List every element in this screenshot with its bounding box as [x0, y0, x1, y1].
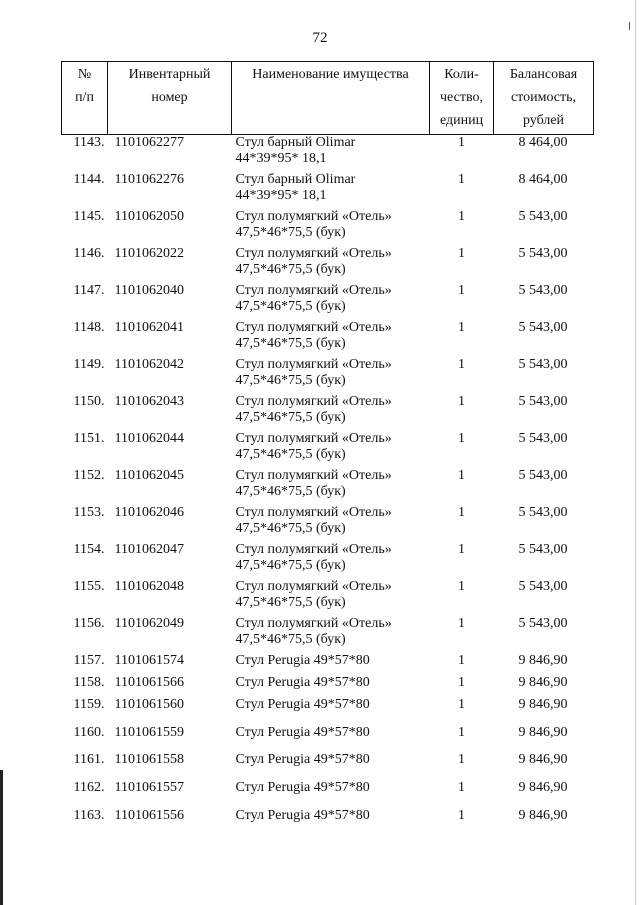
table-row — [62, 752, 594, 780]
item-name-line: 47,5*46*75,5 (бук) — [235, 262, 346, 277]
row-number: 1143. — [73, 135, 105, 150]
quantity: 1 — [458, 172, 465, 187]
item-name — [232, 172, 430, 209]
book-value: 9 846,90 — [518, 724, 568, 740]
item-name-line: Стул полумягкий «Отель» — [235, 579, 392, 594]
item-name-line: Стул Perugia 49*57*80 — [235, 675, 370, 690]
row-number: 1155. — [73, 579, 105, 594]
row-number: 1144. — [73, 172, 105, 187]
item-name-line: 44*39*95* 18,1 — [235, 151, 327, 166]
inventory-number: 1101062049 — [114, 616, 184, 631]
quantity: 1 — [458, 653, 465, 668]
inventory-number: 1101061557 — [114, 780, 184, 796]
table-row — [62, 431, 594, 468]
item-name-line: Стул барный Olimar — [235, 172, 356, 187]
item-name-line: Стул полумягкий «Отель» — [235, 246, 392, 261]
item-name-line: Стул Perugia 49*57*80 — [235, 653, 370, 668]
inventory-number: 1101061558 — [114, 752, 184, 768]
item-name-line: 47,5*46*75,5 (бук) — [235, 558, 346, 573]
item-name-line: 44*39*95* 18,1 — [235, 188, 327, 203]
item-name-line: 47,5*46*75,5 (бук) — [235, 410, 346, 425]
table-row — [62, 505, 594, 542]
col-header-item-name: Наименование имущества — [232, 62, 430, 135]
inventory-number: 1101062040 — [114, 283, 184, 298]
quantity: 1 — [458, 320, 465, 335]
table-row — [62, 394, 594, 431]
item-name — [232, 697, 430, 725]
col-header-inventory-number: Инвентарный номер — [108, 62, 232, 135]
item-name-line: Стул полумягкий «Отель» — [235, 431, 392, 446]
inventory-number: 1101062022 — [114, 246, 184, 261]
item-name-line: Стул полумягкий «Отель» — [235, 209, 392, 224]
row-number: 1159. — [73, 697, 105, 712]
item-name-line: 47,5*46*75,5 (бук) — [235, 595, 346, 610]
row-number: 1153. — [73, 505, 105, 520]
inventory-number: 1101062050 — [114, 209, 184, 224]
table-header — [62, 62, 594, 135]
table-row — [62, 675, 594, 697]
item-name-line: Стул Perugia 49*57*80 — [235, 697, 370, 712]
table-row — [62, 697, 594, 725]
row-number: 1161. — [73, 752, 105, 768]
item-name — [232, 246, 430, 283]
quantity: 1 — [458, 752, 465, 768]
book-value: 8 464,00 — [518, 135, 568, 150]
inventory-number: 1101062042 — [114, 357, 184, 372]
item-name-line: Стул полумягкий «Отель» — [235, 283, 392, 298]
book-value: 9 846,90 — [518, 653, 568, 668]
row-number: 1154. — [73, 542, 105, 557]
item-name-line: Стул полумягкий «Отель» — [235, 505, 392, 520]
quantity: 1 — [458, 468, 465, 483]
row-number: 1160. — [73, 724, 105, 740]
quantity: 1 — [458, 675, 465, 690]
page-number: 72 — [312, 30, 328, 46]
item-name — [232, 675, 430, 697]
item-name-line: Стул Perugia 49*57*80 — [235, 752, 370, 768]
row-number: 1148. — [73, 320, 105, 335]
inventory-number: 1101061560 — [114, 697, 184, 712]
row-number: 1145. — [73, 209, 105, 224]
book-value: 8 464,00 — [518, 172, 568, 187]
table-row — [62, 616, 594, 653]
quantity: 1 — [458, 431, 465, 446]
item-name-line: Стул полумягкий «Отель» — [235, 320, 392, 335]
item-name-line: Стул полумягкий «Отель» — [235, 357, 392, 372]
item-name-line: Стул полумягкий «Отель» — [235, 542, 392, 557]
item-name-line: Стул барный Olimar — [235, 135, 356, 150]
inventory-number: 1101062277 — [114, 135, 184, 150]
item-name-line: Стул полумягкий «Отель» — [235, 394, 392, 409]
item-name — [232, 616, 430, 653]
row-number: 1149. — [73, 357, 105, 372]
row-number: 1151. — [73, 431, 105, 446]
quantity: 1 — [458, 780, 465, 796]
table-row — [62, 320, 594, 357]
inventory-number: 1101062041 — [114, 320, 184, 335]
item-name — [232, 283, 430, 320]
table-row — [62, 357, 594, 394]
table-row — [62, 209, 594, 246]
quantity: 1 — [458, 135, 465, 150]
book-value: 5 543,00 — [518, 246, 568, 261]
table-row — [62, 542, 594, 579]
inventory-table — [61, 61, 594, 835]
table-row — [62, 653, 594, 675]
book-value: 5 543,00 — [518, 394, 568, 409]
item-name — [232, 653, 430, 675]
item-name — [232, 357, 430, 394]
inventory-number: 1101062048 — [114, 579, 184, 594]
scan-edge-left — [0, 770, 3, 905]
inventory-number: 1101061574 — [114, 653, 184, 668]
item-name — [232, 542, 430, 579]
item-name-line: Стул Perugia 49*57*80 — [235, 780, 370, 796]
col-header-quantity: Коли- чество, единиц — [430, 62, 494, 135]
item-name-line: Стул Perugia 49*57*80 — [235, 807, 370, 823]
row-number: 1146. — [73, 246, 105, 261]
row-number: 1157. — [73, 653, 105, 668]
quantity: 1 — [458, 505, 465, 520]
scan-mark — [629, 22, 630, 30]
book-value: 5 543,00 — [518, 320, 568, 335]
col-header-book-value: Балансовая стоимость, рублей — [494, 62, 594, 135]
item-name-line: 47,5*46*75,5 (бук) — [235, 484, 346, 499]
book-value: 5 543,00 — [518, 283, 568, 298]
item-name-line: 47,5*46*75,5 (бук) — [235, 225, 346, 240]
col-header-number: № п/п — [62, 62, 108, 135]
table-row — [62, 135, 594, 173]
inventory-number: 1101062047 — [114, 542, 184, 557]
table-row — [62, 808, 594, 836]
quantity: 1 — [458, 246, 465, 261]
row-number: 1158. — [73, 675, 105, 690]
item-name — [232, 320, 430, 357]
book-value: 5 543,00 — [518, 431, 568, 446]
table-row — [62, 780, 594, 808]
item-name — [232, 468, 430, 505]
item-name-line: 47,5*46*75,5 (бук) — [235, 299, 346, 314]
item-name-line: Стул полумягкий «Отель» — [235, 468, 392, 483]
item-name — [232, 135, 430, 173]
table-row — [62, 283, 594, 320]
quantity: 1 — [458, 616, 465, 631]
book-value: 9 846,90 — [518, 807, 568, 823]
book-value: 5 543,00 — [518, 209, 568, 224]
row-number: 1147. — [73, 283, 105, 298]
item-name — [232, 752, 430, 780]
quantity: 1 — [458, 542, 465, 557]
table-body — [62, 135, 594, 836]
inventory-number: 1101062276 — [114, 172, 184, 187]
quantity: 1 — [458, 724, 465, 740]
item-name — [232, 725, 430, 753]
item-name — [232, 808, 430, 836]
inventory-number: 1101062043 — [114, 394, 184, 409]
item-name — [232, 579, 430, 616]
book-value: 5 543,00 — [518, 579, 568, 594]
row-number: 1152. — [73, 468, 105, 483]
row-number: 1150. — [73, 394, 105, 409]
quantity: 1 — [458, 394, 465, 409]
inventory-number: 1101062045 — [114, 468, 184, 483]
book-value: 5 543,00 — [518, 616, 568, 631]
item-name-line: 47,5*46*75,5 (бук) — [235, 521, 346, 536]
item-name — [232, 394, 430, 431]
table-row — [62, 725, 594, 753]
item-name-line: 47,5*46*75,5 (бук) — [235, 336, 346, 351]
quantity: 1 — [458, 579, 465, 594]
inventory-number: 1101062044 — [114, 431, 184, 446]
book-value: 5 543,00 — [518, 357, 568, 372]
book-value: 5 543,00 — [518, 468, 568, 483]
quantity: 1 — [458, 697, 465, 712]
item-name — [232, 431, 430, 468]
inventory-number: 1101061556 — [114, 807, 184, 823]
book-value: 9 846,90 — [518, 675, 568, 690]
item-name-line: 47,5*46*75,5 (бук) — [235, 632, 346, 647]
item-name-line: 47,5*46*75,5 (бук) — [235, 373, 346, 388]
book-value: 5 543,00 — [518, 505, 568, 520]
item-name — [232, 780, 430, 808]
table-row — [62, 579, 594, 616]
book-value: 9 846,90 — [518, 697, 568, 712]
row-number: 1163. — [73, 807, 105, 823]
table-row — [62, 246, 594, 283]
table-row — [62, 172, 594, 209]
book-value: 9 846,90 — [518, 752, 568, 768]
item-name-line: 47,5*46*75,5 (бук) — [235, 447, 346, 462]
inventory-number: 1101061559 — [114, 724, 184, 740]
quantity: 1 — [458, 807, 465, 823]
item-name — [232, 209, 430, 246]
scan-edge-right — [635, 0, 636, 905]
item-name — [232, 505, 430, 542]
item-name-line: Стул Perugia 49*57*80 — [235, 724, 370, 740]
quantity: 1 — [458, 209, 465, 224]
inventory-number: 1101061566 — [114, 675, 184, 690]
quantity: 1 — [458, 357, 465, 372]
book-value: 9 846,90 — [518, 780, 568, 796]
item-name-line: Стул полумягкий «Отель» — [235, 616, 392, 631]
quantity: 1 — [458, 283, 465, 298]
row-number: 1156. — [73, 616, 105, 631]
inventory-number: 1101062046 — [114, 505, 184, 520]
table-row — [62, 468, 594, 505]
book-value: 5 543,00 — [518, 542, 568, 557]
row-number: 1162. — [73, 780, 105, 796]
